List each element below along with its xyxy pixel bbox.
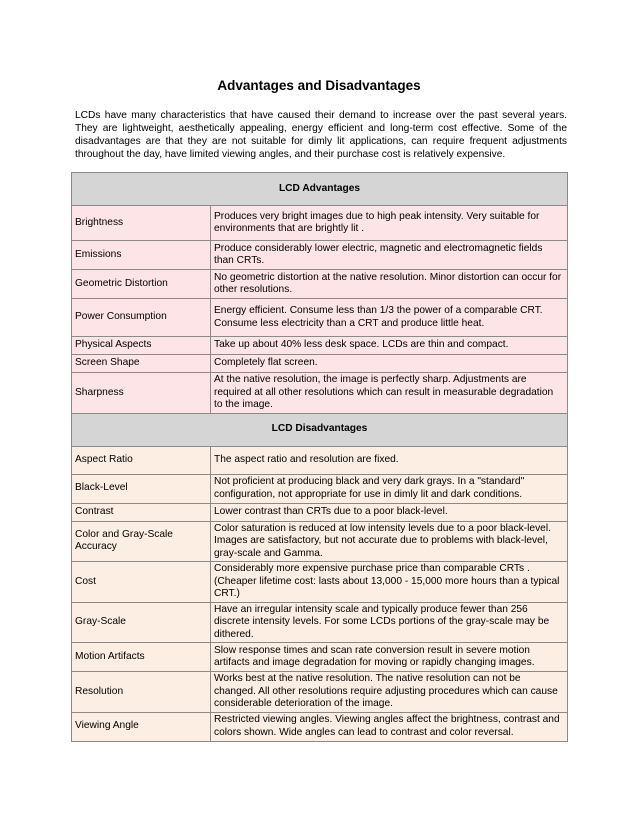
- row-label: Brightness: [72, 206, 211, 241]
- table-row: [72, 602, 568, 643]
- row-label: Contrast: [72, 503, 211, 521]
- table-row: [72, 206, 568, 241]
- disadvantages-heading: LCD Disadvantages: [72, 413, 568, 446]
- table-row: [72, 521, 568, 562]
- row-label: Screen Shape: [72, 355, 211, 373]
- row-label: Geometric Distortion: [72, 270, 211, 299]
- row-label: Gray-Scale: [72, 602, 211, 643]
- row-description: No geometric distortion at the native resolution. Minor distortion can occur for other resolutions.: [211, 270, 568, 299]
- row-description: Produce considerably lower electric, magnetic and electromagnetic fields than CRTs.: [211, 241, 568, 270]
- row-description: The aspect ratio and resolution are fixed.: [211, 446, 568, 474]
- table-row: [72, 503, 568, 521]
- intro-paragraph: LCDs have many characteristics that have caused their demand to increase over the past several years. They are lightweight, aesthetically appealing, energy efficient and long-term cost effective. Some of the disadvantages are that they are not suitable for dimly lit applications, can require frequent adjustments throughout the day, have limited viewing angles, and their purchase cost is relatively expensive.: [75, 110, 567, 160]
- table-row: [72, 373, 568, 414]
- row-description: Slow response times and scan rate conversion result in severe motion artifacts and image degradation for moving or rapidly changing images.: [211, 643, 568, 672]
- table-row: [72, 672, 568, 713]
- row-label: Emissions: [72, 241, 211, 270]
- row-description: Considerably more expensive purchase price than comparable CRTs . (Cheaper lifetime cost: lasts about 13,000 - 15,000 more hours than a typical CRT.): [211, 562, 568, 603]
- row-description: Restricted viewing angles. Viewing angles affect the brightness, contrast and colors shown. Wide angles can lead to contrast and color reversal.: [211, 712, 568, 741]
- table-row: [72, 712, 568, 741]
- row-description: Completely flat screen.: [211, 355, 568, 373]
- row-description: Energy efficient. Consume less than 1/3 the power of a comparable CRT. Consume less electricity than a CRT and produce little heat.: [211, 299, 568, 337]
- row-label: Sharpness: [72, 373, 211, 414]
- row-label: Physical Aspects: [72, 337, 211, 355]
- row-label: Aspect Ratio: [72, 446, 211, 474]
- row-description: Lower contrast than CRTs due to a poor black-level.: [211, 503, 568, 521]
- row-label: Cost: [72, 562, 211, 603]
- row-label: Color and Gray-Scale Accuracy: [72, 521, 211, 562]
- row-label: Power Consumption: [72, 299, 211, 337]
- table-row: [72, 241, 568, 270]
- row-label: Resolution: [72, 672, 211, 713]
- table-row: [72, 474, 568, 503]
- row-description: Color saturation is reduced at low intensity levels due to a poor black-level. Images are satisfactory, but not accurate due to problems with black-level, gray-scale and Gamma.: [211, 521, 568, 562]
- lcd-comparison-table: [71, 172, 568, 742]
- row-description: Not proficient at producing black and very dark grays. In a "standard" configuration, not appropriate for use in dimly lit and dark conditions.: [211, 474, 568, 503]
- table-row: [72, 355, 568, 373]
- row-description: At the native resolution, the image is perfectly sharp. Adjustments are required at all other resolutions which can result in measurable degradation to the image.: [211, 373, 568, 414]
- row-label: Motion Artifacts: [72, 643, 211, 672]
- row-description: Have an irregular intensity scale and typically produce fewer than 256 discrete intensity levels. For some LCDs portions of the gray-scale may be dithered.: [211, 602, 568, 643]
- row-description: Produces very bright images due to high peak intensity. Very suitable for environments that are brightly lit .: [211, 206, 568, 241]
- row-description: Take up about 40% less desk space. LCDs are thin and compact.: [211, 337, 568, 355]
- table-row: [72, 270, 568, 299]
- table-row: [72, 337, 568, 355]
- table-row: [72, 643, 568, 672]
- row-label: Black-Level: [72, 474, 211, 503]
- table-row: [72, 299, 568, 337]
- table-row: [72, 562, 568, 603]
- row-label: Viewing Angle: [72, 712, 211, 741]
- table-row: [72, 446, 568, 474]
- advantages-heading: LCD Advantages: [72, 173, 568, 206]
- page-title: Advantages and Disadvantages: [217, 78, 421, 93]
- row-description: Works best at the native resolution. The native resolution can not be changed. All other resolutions require adjusting procedures which can cause considerable deterioration of the image.: [211, 672, 568, 713]
